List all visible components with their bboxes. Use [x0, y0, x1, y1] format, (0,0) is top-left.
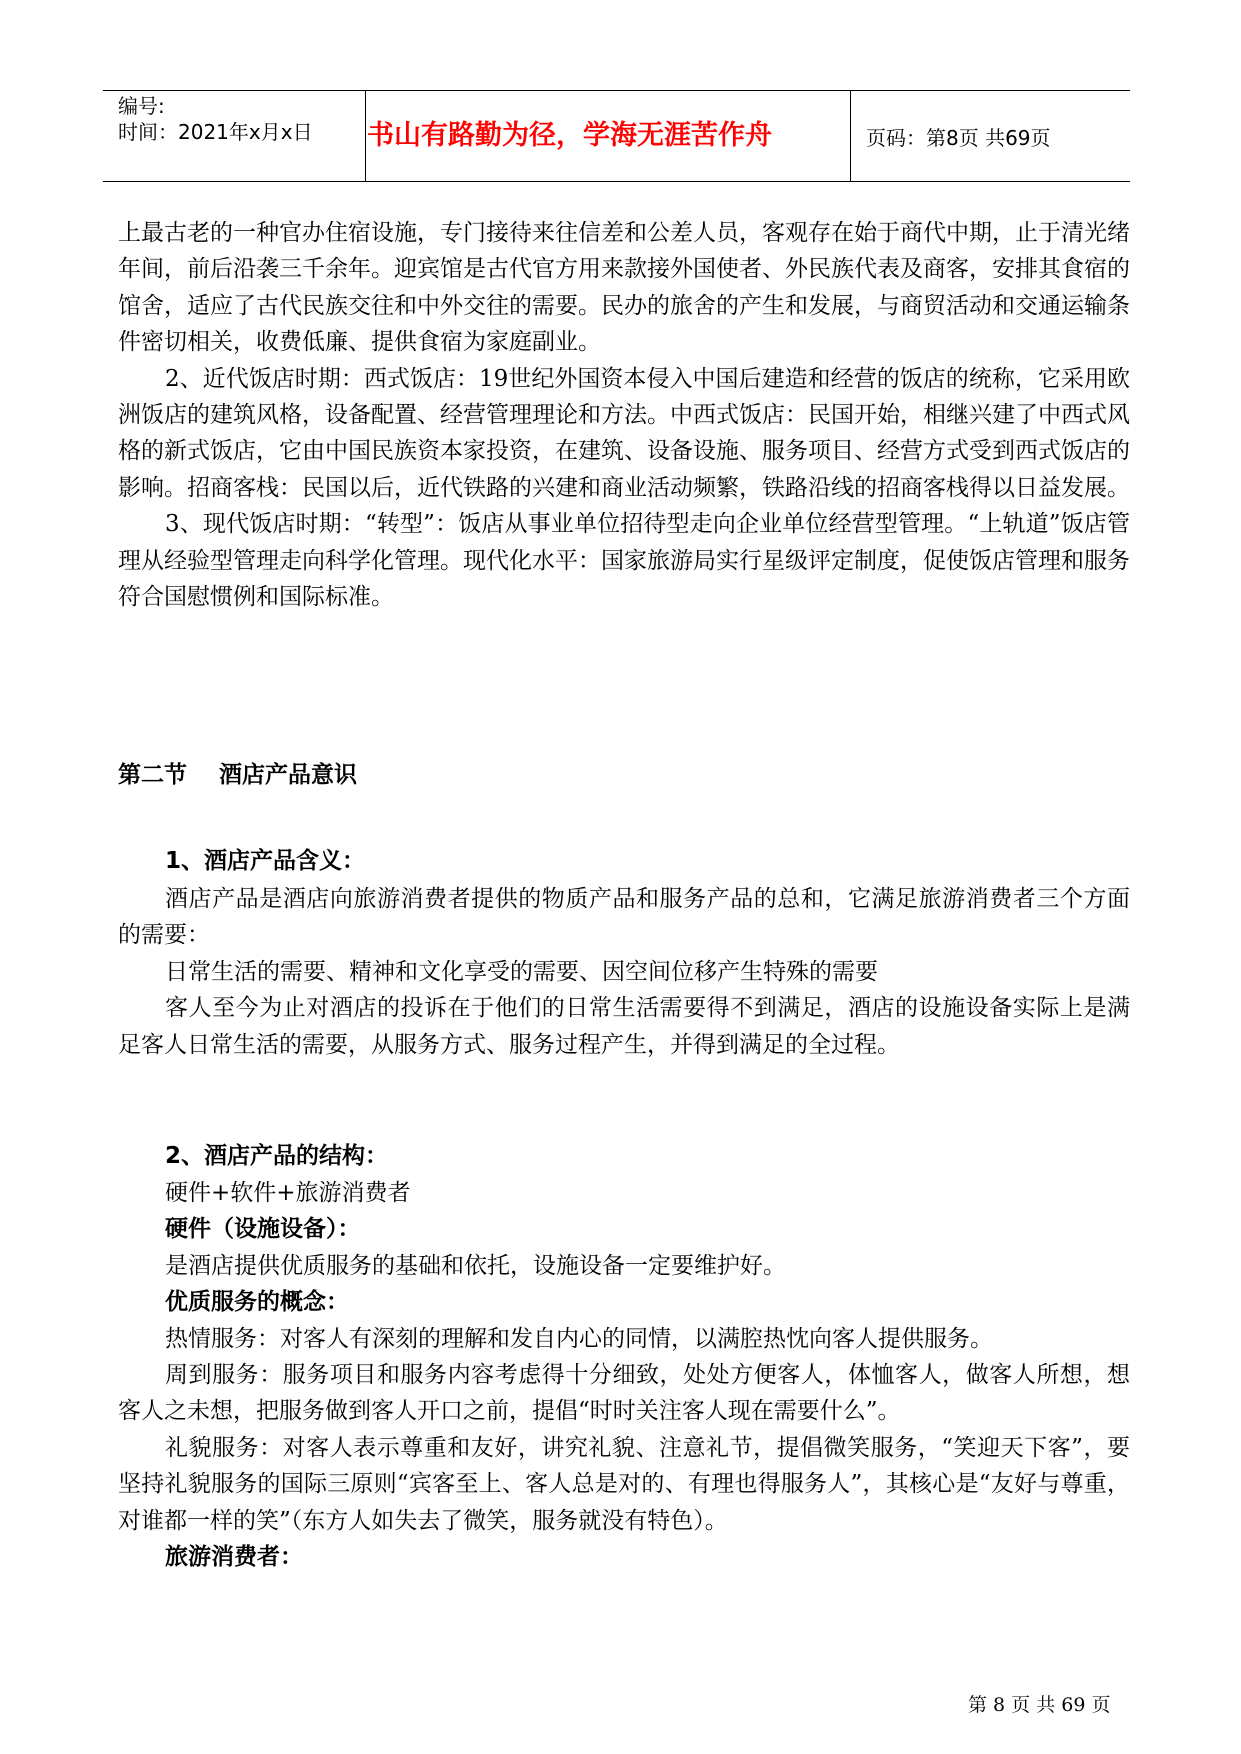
sub1-para-2: 日常生活的需要、精神和文化享受的需要、因空间位移产生特殊的需要: [165, 958, 878, 985]
hardware-label: 硬件（设施设备）：: [165, 1216, 361, 1243]
header-time-label: 时间：2021年x月x日: [118, 120, 313, 144]
header-divider-right: [850, 90, 851, 181]
sub1-para-3: 客人至今为止对酒店的投诉在于他们的日常生活需要得不到满足，酒店的设施设备实际上是满足客人日常生活的需要，从服务方式、服务过程产生，并得到满足的全过程。: [118, 995, 1130, 1058]
header-top-rule: [103, 90, 1130, 91]
quality-service-label: 优质服务的概念：: [165, 1289, 349, 1316]
header-divider-left: [365, 90, 366, 181]
sub2-formula: 硬件+软件+旅游消费者: [165, 1180, 411, 1206]
tourist-label: 旅游消费者：: [165, 1544, 303, 1571]
header-page-label: 页码：第8页 共69页: [866, 126, 1051, 150]
paragraph-modern: 3、现代饭店时期：“转型”：饭店从事业单位招待型走向企业单位经营型管理。“上轨道”饭店管理从经验型管理走向科学化管理。现代化水平：国家旅游局实行星级评定制度，促使饭店管理和服务符合国慰惯例和国际标准。: [118, 511, 1130, 611]
sub1-title: 1、酒店产品含义：: [165, 848, 366, 874]
paragraph-modern-early: 2、近代饭店时期：西式饭店：19世纪外国资本侵入中国后建造和经营的饭店的统称，它采用欧洲饭店的建筑风格，设备配置、经营管理理论和方法。中西式饭店：民国开始，相继兴建了中西式风格的新式饭店，它由中国民族资本家投资，在建筑、设备设施、服务项目、经营方式受到西式饭店的影响。招商客栈：民国以后，近代铁路的兴建和商业活动频繁，铁路沿线的招商客栈得以日益发展。: [118, 365, 1130, 501]
header-motto: 书山有路勤为径，学海无涯苦作舟: [367, 120, 772, 151]
hardware-text: 是酒店提供优质服务的基础和依托，设施设备一定要维护好。: [165, 1252, 786, 1279]
sub1-block: [118, 881, 1130, 1063]
sub1-para-1: 酒店产品是酒店向旅游消费者提供的物质产品和服务产品的总和，它满足旅游消费者三个方面的需要：: [118, 886, 1130, 949]
sub2-block: [118, 1175, 1130, 1575]
footer-page-number: 第 8 页 共 69 页: [968, 1694, 1111, 1716]
header-bottom-rule: [103, 181, 1130, 182]
header-number-label: 编号:: [118, 94, 165, 118]
body-top: [118, 215, 1130, 615]
paragraph-ancient: 上最古老的一种官办住宿设施，专门接待来往信差和公差人员，客观存在始于商代中期，止于清光绪年间，前后沿袭三千余年。迎宾馆是古代官方用来款接外国使者、外民族代表及商客，安排其食宿的馆舍，适应了古代民族交往和中外交往的需要。民办的旅舍的产生和发展，与商贸活动和交通运输条件密切相关，收费低廉、提供食宿为家庭副业。: [118, 220, 1130, 356]
polite-service: 礼貌服务：对客人表示尊重和友好，讲究礼貌、注意礼节，提倡微笑服务，“笑迎天下客”，要坚持礼貌服务的国际三原则“宾客至上、客人总是对的、有理也得服务人”，其核心是“友好与尊重，对谁都一样的笑”（东方人如失去了微笑，服务就没有特色）。: [118, 1434, 1130, 1534]
thoughtful-service: 周到服务：服务项目和服务内容考虑得十分细致，处处方便客人，体恤客人，做客人所想，想客人之未想，把服务做到客人开口之前，提倡“时时关注客人现在需要什么”。: [118, 1362, 1130, 1425]
sub2-title: 2、酒店产品的结构：: [165, 1143, 389, 1169]
section-title: 第二节 酒店产品意识: [118, 762, 358, 788]
warm-service: 热情服务：对客人有深刻的理解和发自内心的同情，以满腔热忱向客人提供服务。: [165, 1325, 993, 1352]
